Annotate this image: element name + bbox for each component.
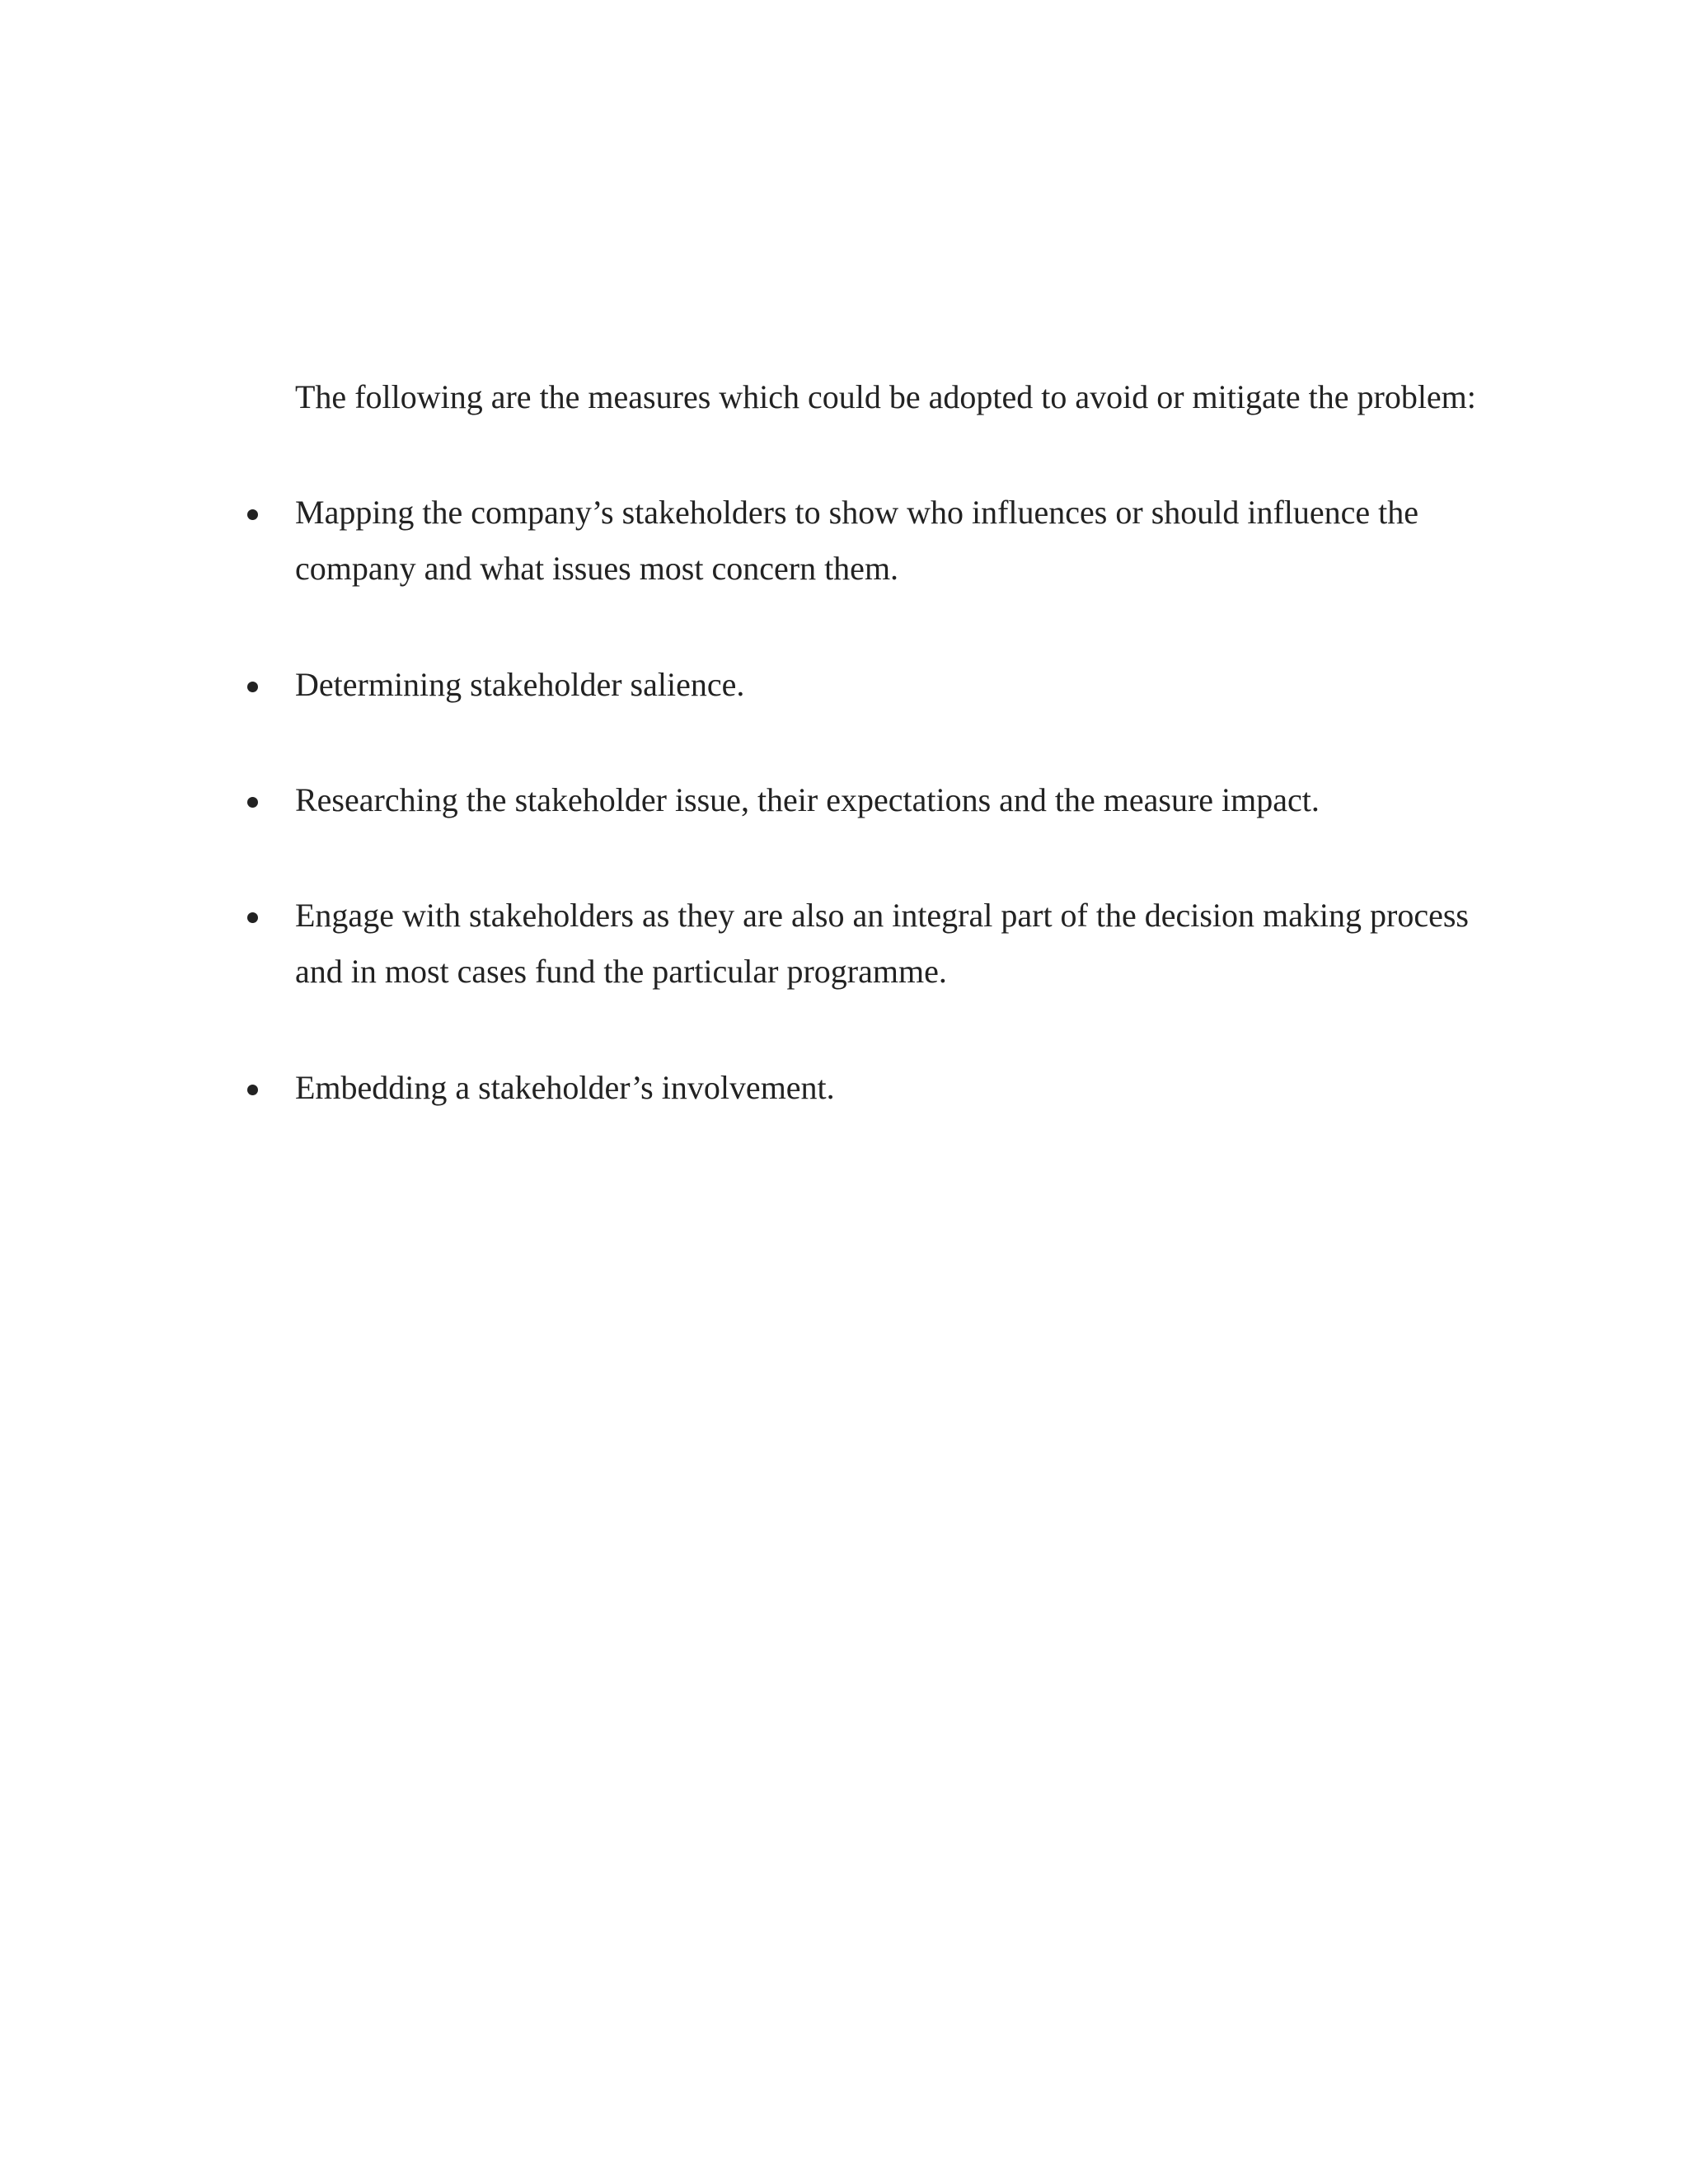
bullet-icon [247,682,258,692]
bullet-icon [247,1085,258,1095]
list-item-text: Researching the stakeholder issue, their expectations and the measure impact. [295,781,1320,818]
list-item-text: Mapping the company’s stakeholders to show who influences or should influence the company and what issues most concern them. [295,494,1419,587]
bullet-icon [247,912,258,923]
list-item-text: Determining stakeholder salience. [295,666,745,703]
bullet-icon [247,509,258,520]
list-item-text: Embedding a stakeholder’s involvement. [295,1069,835,1106]
bullet-icon [247,797,258,808]
list-item-text: Engage with stakeholders as they are also an integral part of the decision making process and in most cases fund the particular programme. [295,897,1469,990]
intro-paragraph: The following are the measures which could be adopted to avoid or mitigate the problem: [295,378,1476,415]
